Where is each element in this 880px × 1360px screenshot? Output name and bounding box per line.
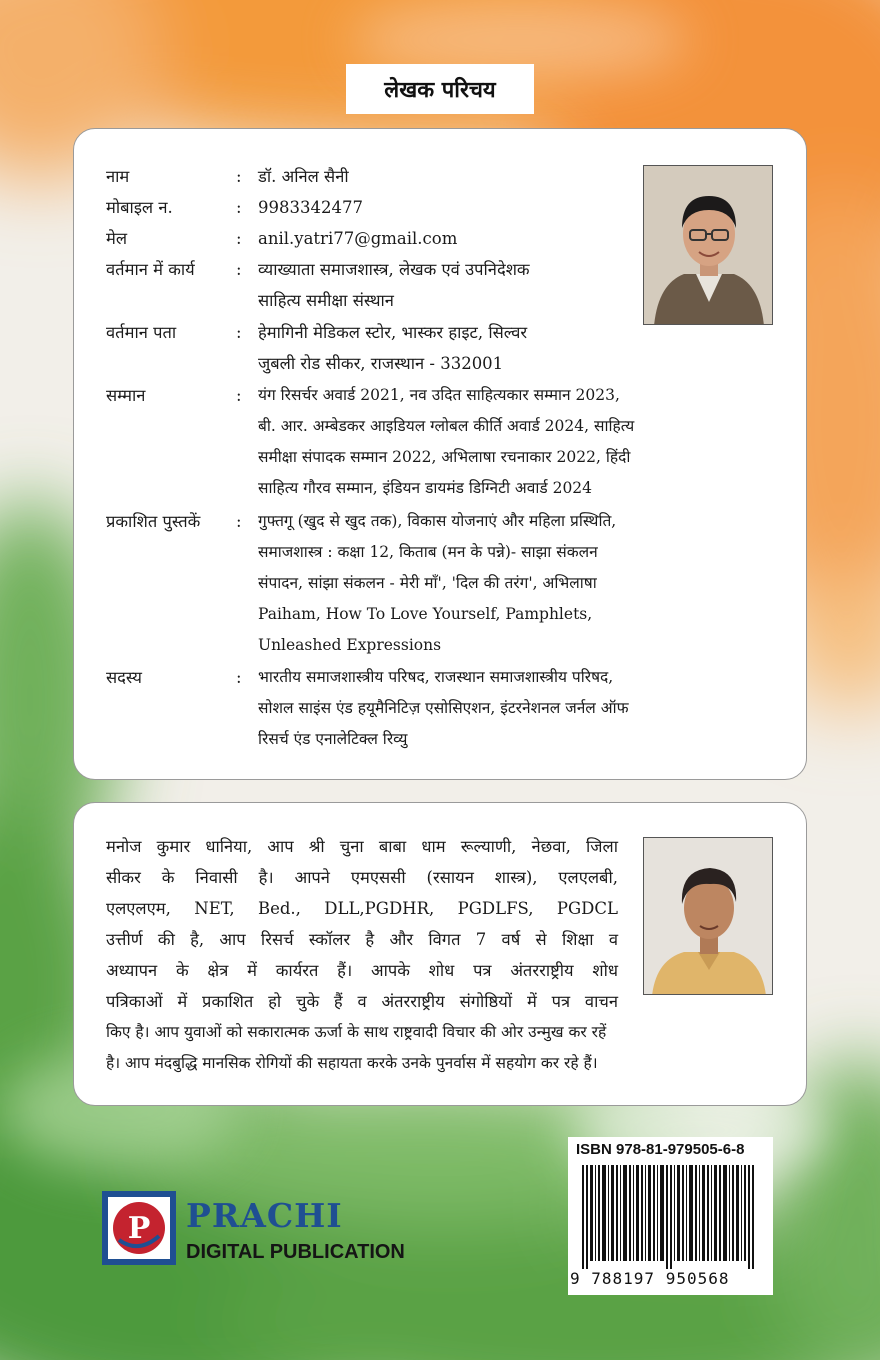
profile-value: गुफ्तगू (खुद से खुद तक), विकास योजनाएं और महिला प्रस्थिति, समाजशास्त्र : कक्षा 12, किताब (मन के पन्ने)- साझा संकलन संपादन, सांझा संकलन - मेरी माँ', 'दिल की तरंग', अभिलाषा Paiham, How To Love Yourself, Pamphlets, Unleashed Expressions (258, 512, 617, 654)
profile-value: हेमागिनी मेडिकल स्टोर, भास्कर हाइट, सिल्वर जुबली रोड सीकर, राजस्थान - 332001 (258, 323, 528, 373)
isbn-barcode-panel (568, 1137, 773, 1295)
profile-value: भारतीय समाजशास्त्रीय परिषद, राजस्थान समाजशास्त्रीय परिषद, सोशल साइंस एंड हयूमैनिटिज़ एसोसिएशन, इंटरनेशनल जर्नल ऑफ रिसर्च एंड एनालेटिक्ल रिव्यु (258, 668, 629, 748)
author-profile-card (73, 128, 807, 780)
person-silhouette-icon (644, 166, 773, 325)
profile-row-awards (106, 380, 776, 504)
profile-label: प्रकाशित पुस्तकें (106, 512, 201, 531)
profile-value: यंग रिसर्चर अवार्ड 2021, नव उदित साहित्यकार सम्मान 2023, बी. आर. अम्बेडकर आइडियल ग्लोबल कीर्ति अवार्ड 2024, साहित्य समीक्षा संपादक सम्मान 2022, अभिलाषा रचनाकार 2022, हिंदी साहित्य गौरव सम्मान, इंडियन डायमंड डिग्निटी अवार्ड 2024 (258, 386, 635, 497)
bio-line: है। आप मंदबुद्धि मानसिक रोगियों की सहायता करके उनके पुनर्वास में सहयोग कर रहे हैं। (106, 1054, 598, 1072)
profile-row-name (106, 161, 349, 192)
co-author-bio-card (73, 802, 807, 1106)
profile-row-mobile (106, 192, 363, 223)
profile-label: मोबाइल न. (106, 198, 173, 217)
bio-text (106, 831, 618, 1017)
profile-colon: : (236, 229, 242, 248)
bio-line: मनोज कुमार धानिया, आप श्री चुना बाबा धाम रूल्याणी, नेछवा, जिला (106, 837, 618, 856)
profile-row-work (106, 254, 636, 316)
person-silhouette-icon (644, 838, 773, 995)
profile-colon: : (236, 668, 242, 687)
logo-letter: P (127, 1211, 151, 1246)
bio-text-full-width (106, 1017, 776, 1079)
profile-label: वर्तमान में कार्य (106, 260, 195, 279)
profile-row-books (106, 506, 776, 661)
bio-line: सीकर के निवासी है। आपने एमएससी (रसायन शास्त्र), एलएलबी, (106, 868, 618, 887)
publisher-subtitle: DIGITAL PUBLICATION (186, 1241, 405, 1263)
profile-colon: : (236, 167, 242, 186)
barcode-icon (580, 1165, 760, 1269)
isbn-digits: 9 788197 950568 (570, 1269, 730, 1288)
profile-colon: : (236, 386, 242, 405)
profile-value: व्याख्याता समाजशास्त्र, लेखक एवं उपनिदेशक साहित्य समीक्षा संस्थान (258, 260, 530, 310)
profile-row-mail (106, 223, 457, 254)
author-photo (643, 165, 773, 325)
profile-value: डॉ. अनिल सैनी (258, 167, 349, 186)
profile-label: नाम (106, 167, 130, 186)
profile-label: सदस्य (106, 668, 142, 687)
profile-colon: : (236, 512, 242, 531)
profile-value: 9983342477 (258, 198, 363, 217)
co-author-photo (643, 837, 773, 995)
bio-line: किए है। आप युवाओं को सकारात्मक ऊर्जा के साथ राष्ट्रवादी विचार की ओर उन्मुख कर रहें (106, 1023, 607, 1041)
prachi-logo-icon (111, 1200, 167, 1256)
profile-colon: : (236, 323, 242, 342)
publisher-logo-inner (108, 1197, 170, 1259)
profile-label: सम्मान (106, 386, 146, 405)
publisher-name: PRACHI (186, 1196, 343, 1235)
bio-line: उत्तीर्ण की है, आप रिसर्च स्कॉलर है और विगत 7 वर्ष से शिक्षा व (106, 930, 618, 949)
profile-row-member (106, 662, 776, 755)
profile-label: वर्तमान पता (106, 323, 177, 342)
profile-row-address (106, 317, 636, 379)
email-value: anil.yatri77@gmail.com (258, 229, 458, 248)
publisher-logo (102, 1191, 176, 1265)
bio-line: अध्यापन के क्षेत्र में कार्यरत हैं। आपके शोध पत्र अंतरराष्ट्रीय शोध (106, 961, 618, 980)
profile-colon: : (236, 198, 242, 217)
profile-colon: : (236, 260, 242, 279)
profile-label: मेल (106, 229, 128, 248)
isbn-label: ISBN 978-81-979505-6-8 (576, 1141, 745, 1158)
bio-line: पत्रिकाओं में प्रकाशित हो चुके हैं व अंतरराष्ट्रीय संगोष्ठियों में पत्र वाचन (106, 992, 618, 1011)
bio-line: एलएलएम, NET, Bed., DLL,PGDHR, PGDLFS, PGDCL (106, 899, 618, 918)
page-title: लेखक परिचय (346, 64, 534, 114)
